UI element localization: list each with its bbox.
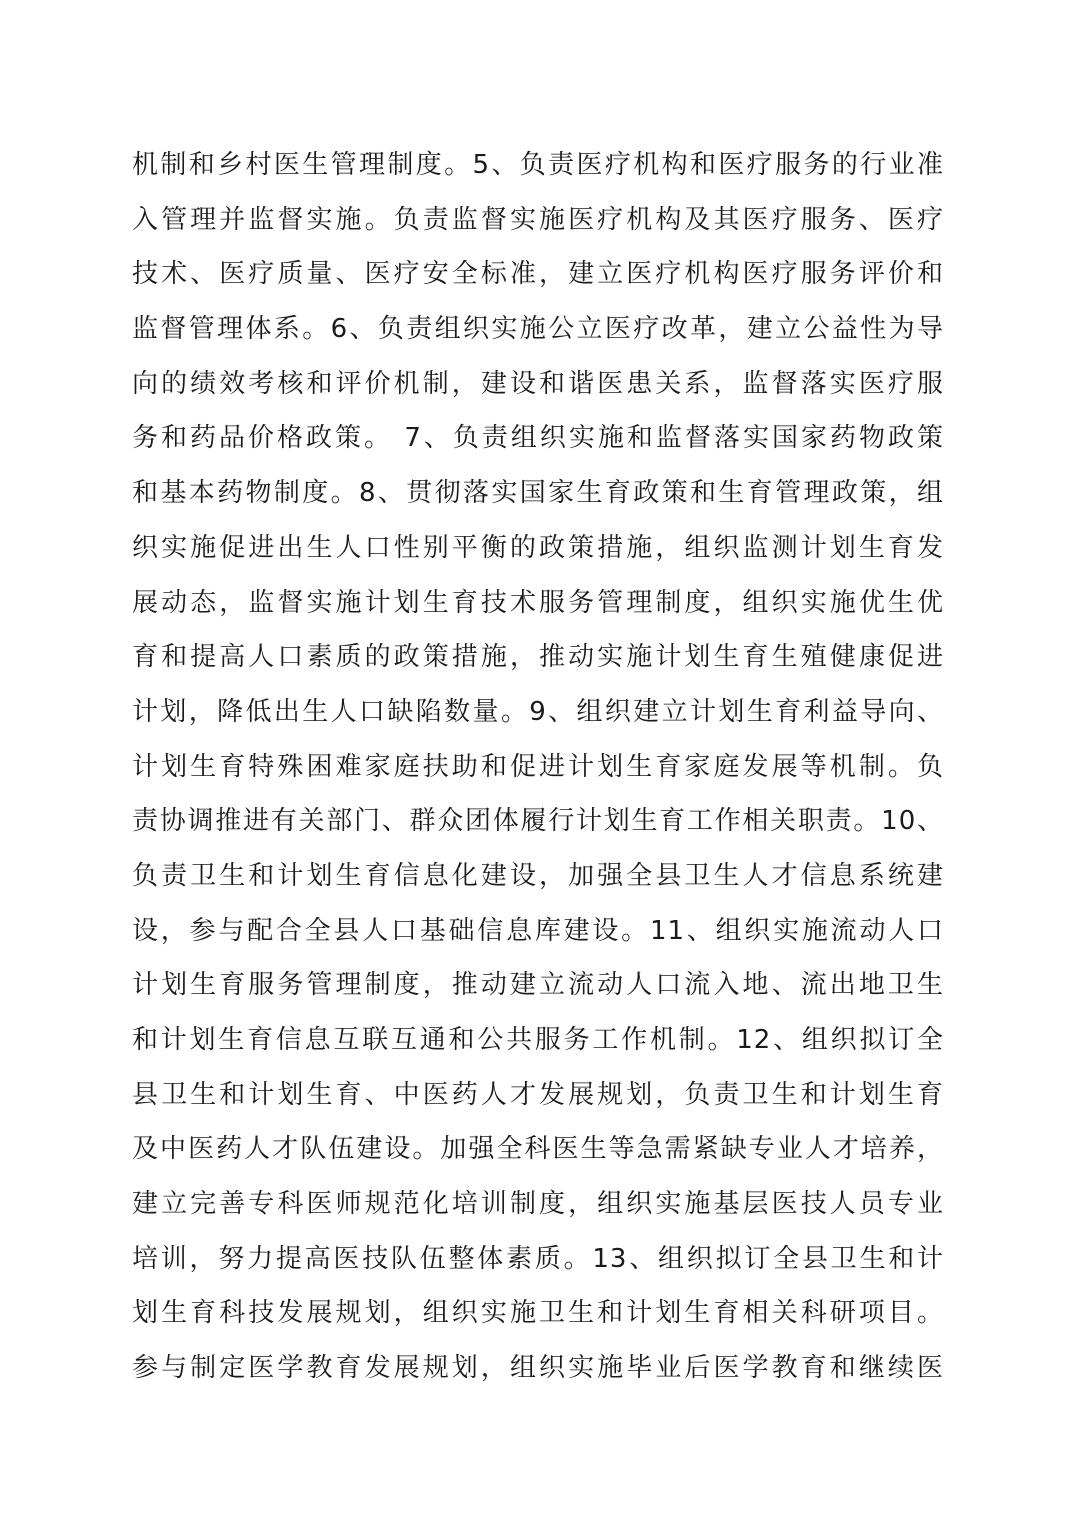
text-line: 监督管理体系。6、负责组织实施公立医疗改革，建立公益性为导 [132,314,944,345]
text-line: 展动态，监督实施计划生育技术服务管理制度，组织实施优生优 [132,587,944,618]
text-line: 参与制定医学教育发展规划，组织实施毕业后医学教育和继续医 [132,1353,944,1384]
text-line: 计划，降低出生人口缺陷数量。9、组织建立计划生育利益导向、 [132,696,944,727]
text-line: 入管理并监督实施。负责监督实施医疗机构及其医疗服务、医疗 [132,204,944,235]
text-line: 计划生育特殊困难家庭扶助和促进计划生育家庭发展等机制。负 [132,751,944,782]
text-line: 及中医药人才队伍建设。加强全科医生等急需紧缺专业人才培养， [132,1134,944,1165]
text-line: 培训，努力提高医技队伍整体素质。13、组织拟订全县卫生和计 [132,1243,944,1274]
text-line: 育和提高人口素质的政策措施，推动实施计划生育生殖健康促进 [132,642,944,673]
text-line: 向的绩效考核和评价机制，建设和谐医患关系，监督落实医疗服 [132,368,944,399]
text-line: 和基本药物制度。8、贯彻落实国家生育政策和生育管理政策，组 [132,478,944,509]
text-line: 设，参与配合全县人口基础信息库建设。11、组织实施流动人口 [132,915,944,946]
text-line: 务和药品价格政策。 7、负责组织实施和监督落实国家药物政策 [132,423,944,454]
text-line: 技术、医疗质量、医疗安全标准，建立医疗机构医疗服务评价和 [132,259,944,290]
text-line: 责协调推进有关部门、群众团体履行计划生育工作相关职责。10、 [132,806,944,837]
text-line: 负责卫生和计划生育信息化建设，加强全县卫生人才信息系统建 [132,860,944,891]
text-line: 计划生育服务管理制度，推动建立流动人口流入地、流出地卫生 [132,970,944,1001]
body-paragraph [132,138,944,1396]
text-line: 织实施促进出生人口性别平衡的政策措施，组织监测计划生育发 [132,532,944,563]
text-line: 和计划生育信息互联互通和公共服务工作机制。12、组织拟订全 [132,1025,944,1055]
text-line: 机制和乡村医生管理制度。5、负责医疗机构和医疗服务的行业准 [132,150,944,180]
text-line: 划生育科技发展规划，组织实施卫生和计划生育相关科研项目。 [132,1298,944,1329]
text-line: 县卫生和计划生育、中医药人才发展规划，负责卫生和计划生育 [132,1079,944,1110]
text-line: 建立完善专科医师规范化培训制度，组织实施基层医技人员专业 [132,1189,944,1220]
